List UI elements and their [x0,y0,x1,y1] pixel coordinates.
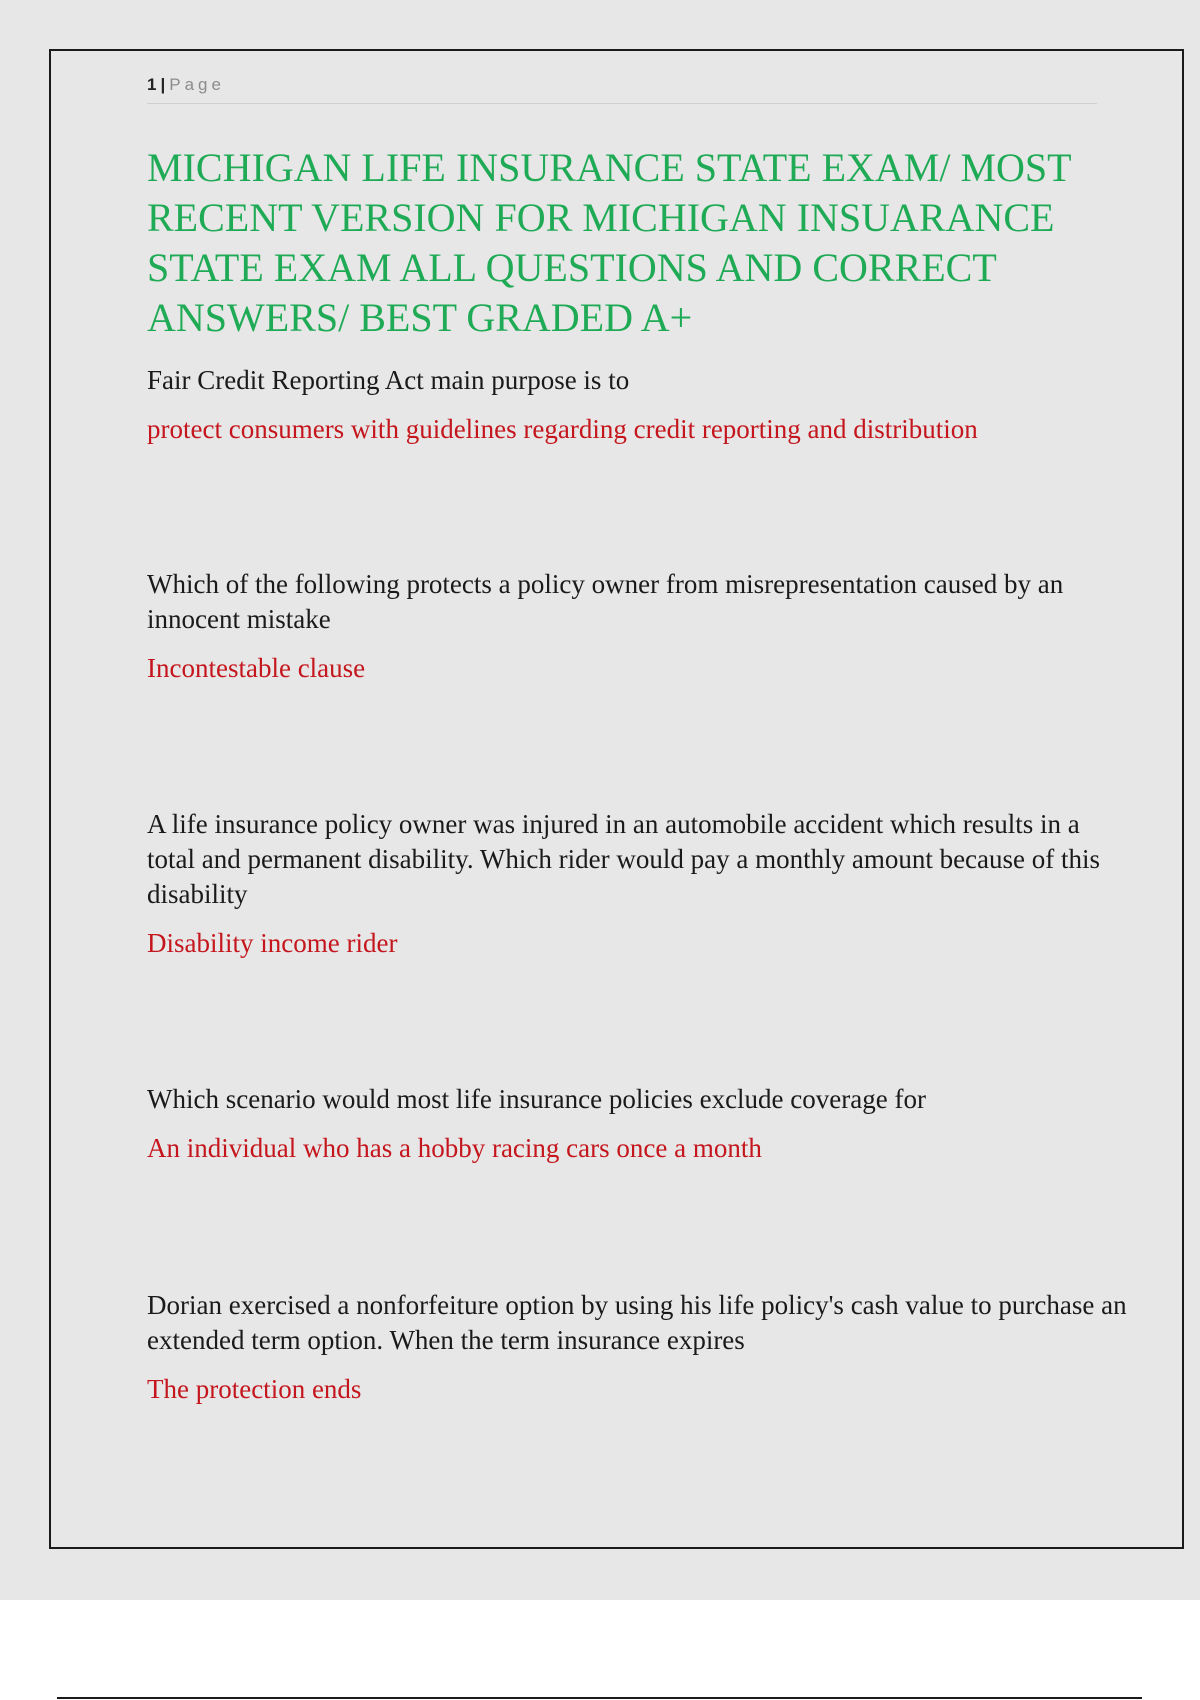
question-text: A life insurance policy owner was injured in an automobile accident which results in a total and permanent disability. Which rider would pay a monthly amount because of this disability [147,809,1101,909]
qa-item-5 [147,1288,1127,1407]
qa-item-4 [147,1082,1127,1166]
document-page [49,49,1184,1549]
next-page-top-rule [57,1697,1142,1699]
page-number: 1 [147,75,157,94]
page-separator: | [160,75,166,94]
answer-text: Disability income rider [147,928,398,958]
answer-text: Incontestable clause [147,653,366,683]
qa-item-2 [147,567,1127,686]
answer-text: The protection ends [147,1374,362,1404]
qa-item-1 [147,363,1127,447]
question-text: Which of the following protects a policy owner from misrepresentation caused by an innocent mistake [147,569,1064,634]
question-text: Dorian exercised a nonforfeiture option by using his life policy's cash value to purchase an extended term option. When the term insurance expires [147,1290,1127,1355]
page-header [147,75,1097,104]
qa-item-3 [147,807,1127,961]
page-label: Page [169,75,225,94]
answer-text: protect consumers with guidelines regarding credit reporting and distribution [147,414,978,444]
question-text: Which scenario would most life insurance policies exclude coverage for [147,1084,926,1114]
document-title: MICHIGAN LIFE INSURANCE STATE EXAM/ MOST RECENT VERSION FOR MICHIGAN INSUARANCE STATE EXAM ALL QUESTIONS AND CORRECT ANSWERS/ BEST GRADED A+ [147,145,1071,340]
question-text: Fair Credit Reporting Act main purpose is to [147,365,630,395]
answer-text: An individual who has a hobby racing cars once a month [147,1133,762,1163]
